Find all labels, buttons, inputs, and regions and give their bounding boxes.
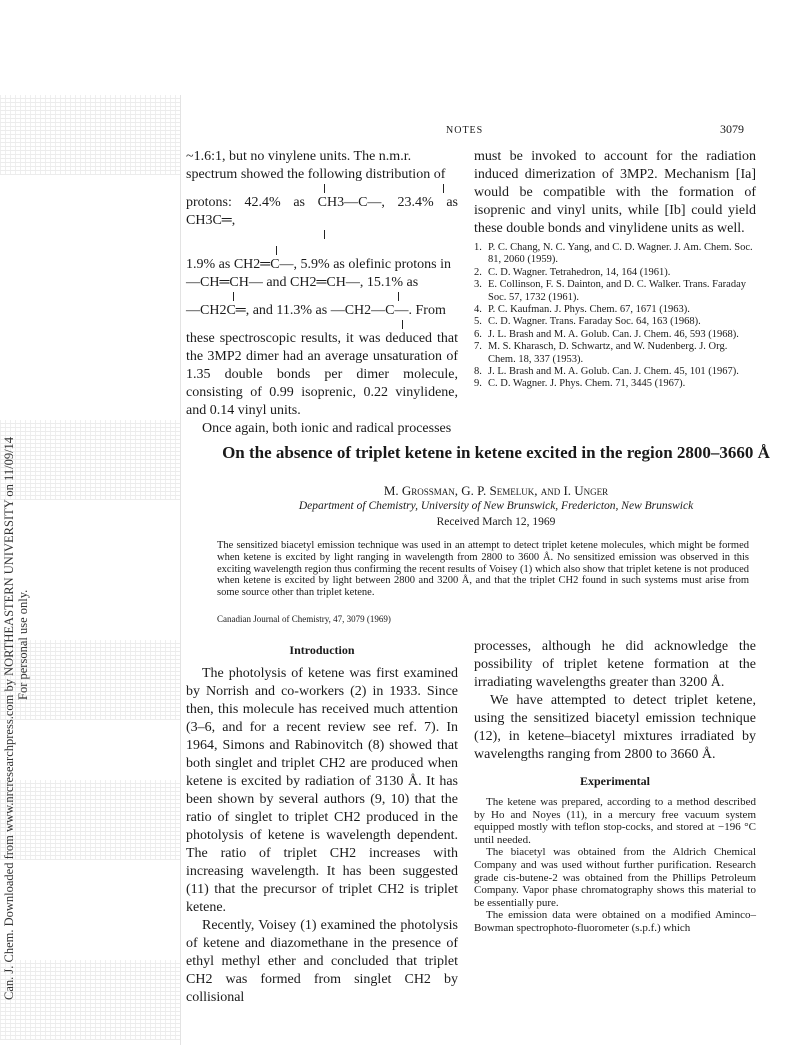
abstract: The sensitized biacetyl emission technique was used in an attempt to detect triplet ketene molecules, which might be formed when ketene is excited by light ranging in wavelength from 2800 to 3600 Å. No sensitized emission was observed in this exciting wavelength region thus confirming the recent results of Voisey (1) which also show that triplet ketene is not produced when ketene is excited by light between 2800 and 3200 Å, and that the triplet CH2 found in such systems must arise from some source other than triplet ketene.	[217, 540, 749, 599]
reference-item: 8. J. L. Brash and M. A. Golub. Can. J. Chem. 45, 101 (1967).	[474, 366, 739, 378]
introduction-heading: Introduction	[289, 643, 355, 657]
paragraph: The ketene was prepared, according to a method described by Ho and Noyes (11), in a mercury free vacuum system equipped mostly with teflon stop-cocks, and stored at −196 °C until needed.	[474, 796, 756, 846]
introduction-column	[186, 641, 458, 1007]
reference-list	[474, 242, 756, 391]
reference-item: 7. M. S. Kharasch, D. Schwartz, and W. Nudenberg. J. Org. Chem. 18, 337 (1953).	[474, 341, 728, 365]
paragraph: The emission data were obtained on a modified Aminco–Bowman spectrophoto-fluorometer (s.p.f.) which	[474, 909, 756, 934]
reference-item: 3. E. Collinson, F. S. Dainton, and D. C. Walker. Trans. Faraday Soc. 57, 1732 (1961).	[474, 279, 746, 303]
scan-edge	[180, 95, 181, 1045]
reference-item: 6. J. L. Brash and M. A. Golub. Can. J. Chem. 46, 593 (1968).	[474, 328, 739, 340]
article-title: On the absence of triplet ketene in ketene excited in the region 2800–3660 Å	[222, 443, 770, 462]
paragraph: We have attempted to detect triplet ketene, using the sensitized biacetyl emission technique (12), in ketene–biacetyl mixtures irradiated by wavelengths ranging from 2800 to 3660 Å.	[474, 693, 756, 762]
paragraph: these spectroscopic results, it was deduced that the 3MP2 dimer had an average unsaturation of 1.35 double bonds per dimer molecule, consisting of 0.99 isoprenic, 0.22 vinylidene, and 0.14 vinyl units.	[186, 331, 458, 418]
paragraph: The biacetyl was obtained from the Aldrich Chemical Company and was used without further purification. Research grade cis-butene-2 was obtained from the Phillips Petroleum Company. Vapor phase chromatography shows this material to be essentially pure.	[474, 846, 756, 909]
paragraph: must be invoked to account for the radiation induced dimerization of 3MP2. Mechanism [Ia] would be compatible with the formation of isoprenic and vinyl units, while [Ib] could yield these double bonds and vinylidene units as well.	[474, 149, 756, 236]
paragraph: The photolysis of ketene was first examined by Norrish and co-workers (2) in 1933. Since then, this molecule has received much attention (3–6, and for a recent review see ref. 7). In 1964, Simons and Rabinovitch (8) showed that both singlet and triplet CH2 are produced when ketene is excited by radiation of 3130 Å. It has been shown by several authors (9, 10) that the ratio of singlet to triplet CH2 produced in the photolysis of ketene is wavelength dependent. The ratio of triplet CH2 increases with increasing wavelength. It has been suggested (11) that the precursor of triplet CH2 is triplet ketene.	[186, 666, 458, 915]
journal-citation: Canadian Journal of Chemistry, 47, 3079 (1969)	[217, 614, 391, 624]
experimental-heading: Experimental	[580, 774, 650, 788]
reference-item: 9. C. D. Wagner. J. Phys. Chem. 71, 3445 (1967).	[474, 378, 686, 390]
paragraph: Recently, Voisey (1) examined the photolysis of ketene and diazomethane in the presence of ethyl methyl ether and concluded that triplet CH2 was formed from singlet CH2 by collisional	[186, 918, 458, 1005]
formula-line: —CH2C═, and 11.3% as —CH2—C—. From	[186, 303, 446, 318]
formula-line: —CH═CH— and CH2═CH—, 15.1% as	[186, 275, 419, 290]
reference-item: 4. P. C. Kaufman. J. Phys. Chem. 67, 1671 (1963).	[474, 304, 690, 316]
experimental-text	[474, 796, 756, 935]
formula-line: protons: 42.4% as CH3—C—, 23.4% as CH3C═,	[186, 195, 458, 228]
download-notice: Can. J. Chem. Downloaded from www.nrcresearchpress.com by NORTHEASTERN UNIVERSITY on 11/09/14 For personal use only.	[2, 436, 30, 1000]
affiliation: Department of Chemistry, University of New Brunswick, Fredericton, New Brunswick	[298, 500, 694, 512]
text-line: ~1.6:1, but no vinylene units. The n.m.r.	[186, 149, 412, 164]
reference-item: 2. C. D. Wagner. Tetrahedron, 14, 164 (1961).	[474, 266, 671, 278]
right-column-bottom	[474, 638, 756, 935]
paragraph: processes, although he did acknowledge the possibility of triplet ketene formation at the irradiating wavelengths greater than 3200 Å.	[474, 639, 756, 690]
article-authors: M. Grossman, G. P. Semeluk, and I. Unger	[383, 483, 609, 498]
formula-line: 1.9% as CH2═C—, 5.9% as olefinic protons in	[186, 257, 452, 272]
paragraph: Once again, both ionic and radical processes	[202, 421, 452, 436]
text-line: spectrum showed the following distribution of	[186, 167, 446, 182]
right-column-top	[474, 148, 756, 238]
reference-item: 1. P. C. Chang, N. C. Yang, and C. D. Wagner. J. Am. Chem. Soc. 81, 2060 (1959).	[474, 242, 753, 266]
page-number: 3079	[720, 122, 744, 136]
received-date: Received March 12, 1969	[436, 516, 556, 528]
running-header: NOTES	[446, 125, 484, 136]
left-column-top	[186, 148, 458, 438]
reference-item: 5. C. D. Wagner. Trans. Faraday Soc. 64, 163 (1968).	[474, 316, 701, 328]
